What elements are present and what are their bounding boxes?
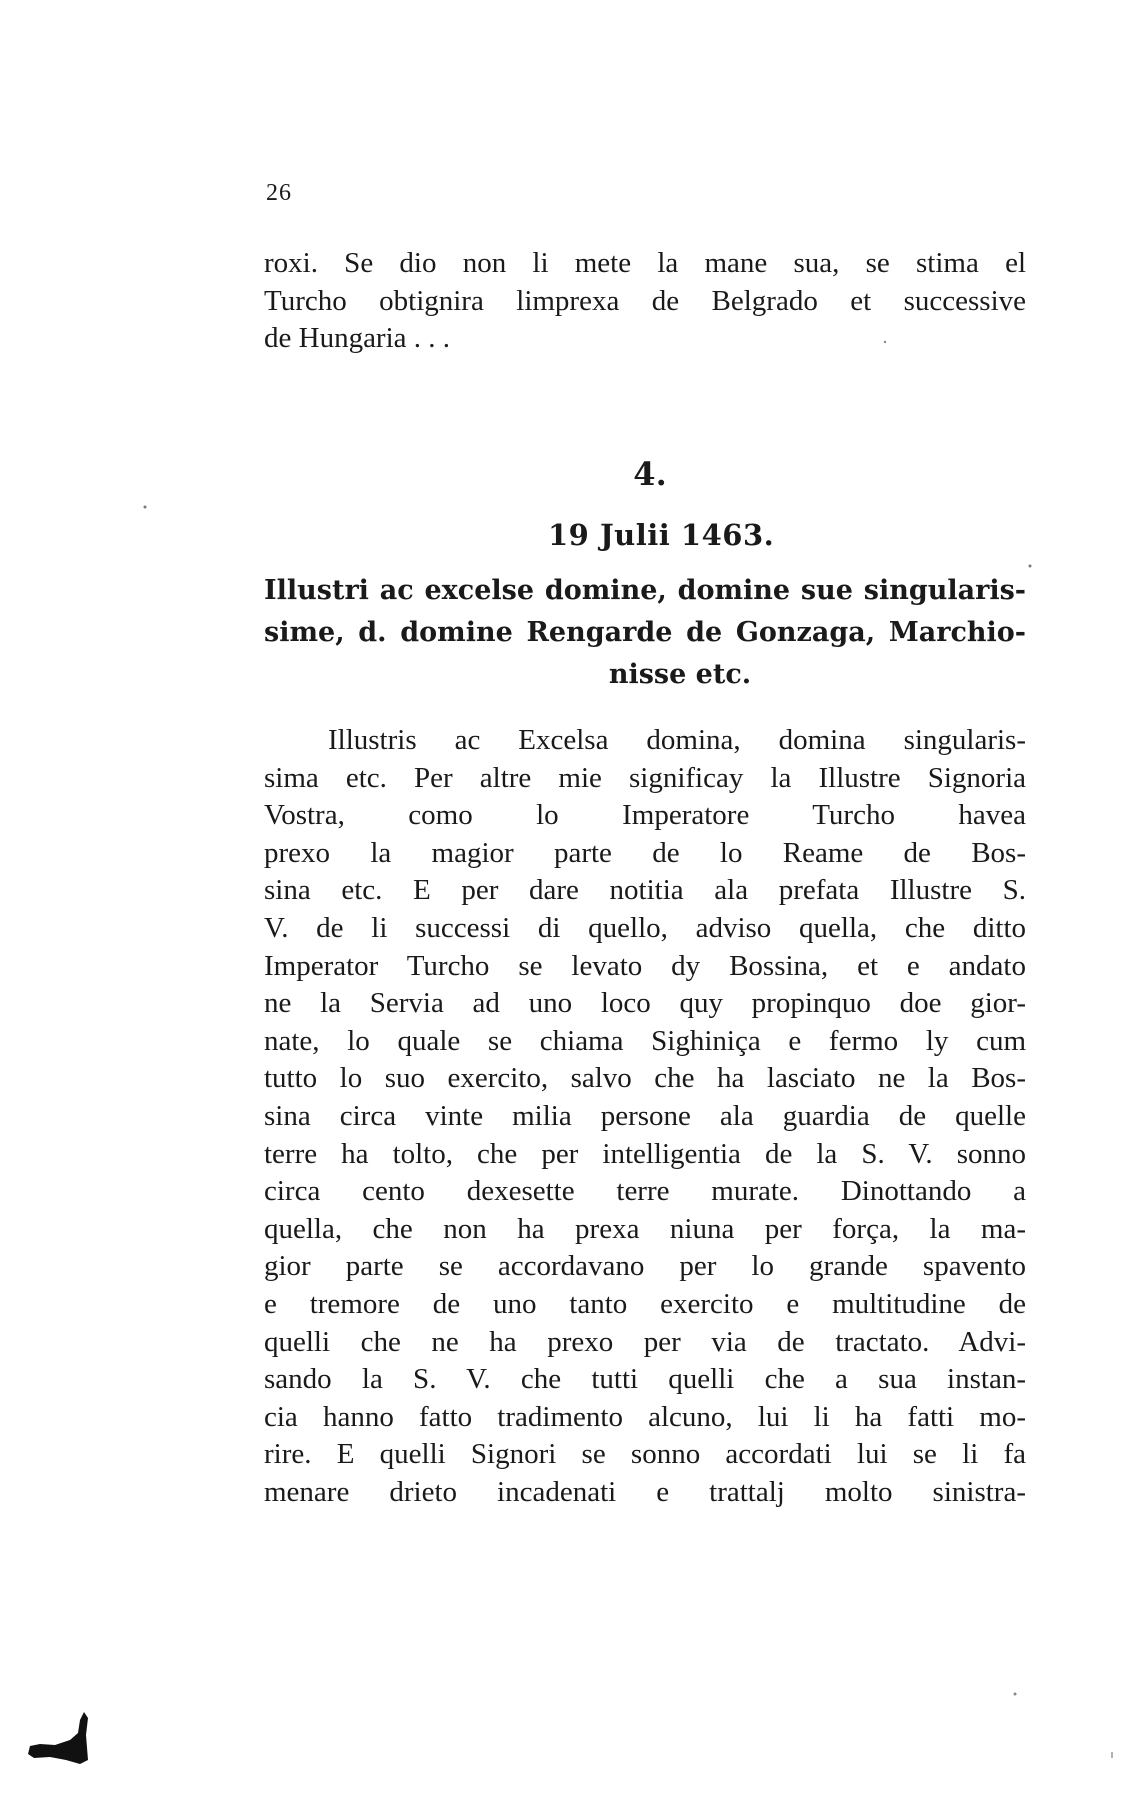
document-number: 4.: [633, 455, 667, 493]
address-line: Illustri ac excelse domine, domine sue singularis-: [264, 575, 1026, 606]
speck: [1029, 565, 1032, 568]
body-line: quella, che non ha prexa niuna per força, la ma-: [264, 1212, 1026, 1245]
body-line: cia hanno fatto tradimento alcuno, lui li ha fatti mo-: [264, 1400, 1026, 1433]
body-line: terre ha tolto, che per intelligentia de la S. V. sonno: [264, 1137, 1026, 1170]
body-line: V. de li successi di quello, adviso quella, che ditto: [264, 911, 1026, 944]
corner-ink-mark: [28, 1712, 88, 1764]
body-line: Vostra, como lo Imperatore Turcho havea: [264, 799, 1026, 832]
text-line: de Hungaria . . .: [264, 322, 451, 355]
body-line: nate, lo quale se chiama Sighiniça e fermo ly cum: [264, 1024, 1026, 1057]
body-line: sina circa vinte milia persone ala guardia de quelle: [264, 1099, 1026, 1132]
letter-address: [264, 570, 1026, 696]
page-number: 26: [266, 180, 292, 206]
body-line: sina etc. E per dare notitia ala prefata Illustre S.: [264, 874, 1026, 907]
address-line: sime, d. domine Rengarde de Gonzaga, Marchio-: [264, 617, 1026, 648]
body-line: ne la Servia ad uno loco quy propinquo doe gior-: [264, 987, 1026, 1020]
body-line: sando la S. V. che tutti quelli che a sua instan-: [264, 1363, 1026, 1396]
text-line: Turcho obtignira limprexa de Belgrado et successive: [264, 284, 1026, 317]
address-line: nisse etc.: [608, 659, 752, 690]
body-line: menare drieto incadenati e trattalj molto sinistra-: [264, 1475, 1026, 1508]
body-line: Imperator Turcho se levato dy Bossina, et e andato: [264, 949, 1026, 982]
text-line: roxi. Se dio non li mete la mane sua, se stima el: [264, 247, 1026, 279]
body-line: gior parte se accordavano per lo grande spavento: [264, 1250, 1026, 1283]
body-line: sima etc. Per altre mie significay la Illustre Signoria: [264, 761, 1026, 794]
continuation-paragraph: [264, 245, 1026, 358]
speck: [144, 506, 147, 509]
body-line: circa cento dexesette terre murate. Dinottando a: [264, 1175, 1026, 1208]
body-line: quelli che ne ha prexo per via de tractato. Advi-: [264, 1325, 1026, 1358]
letter-body: [264, 722, 1026, 1511]
body-line: prexo la magior parte de lo Reame de Bos-: [264, 836, 1026, 869]
document-date: 19 Julii 1463.: [548, 518, 775, 552]
body-line: Illustris ac Excelsa domina, domina singularis-: [328, 724, 1026, 756]
body-line: tutto lo suo exercito, salvo che ha lasciato ne la Bos-: [264, 1062, 1026, 1095]
body-line: rire. E quelli Signori se sonno accordati lui se li fa: [264, 1438, 1026, 1471]
body-line: e tremore de uno tanto exercito e multitudine de: [264, 1287, 1026, 1320]
speck: [1014, 1693, 1017, 1696]
